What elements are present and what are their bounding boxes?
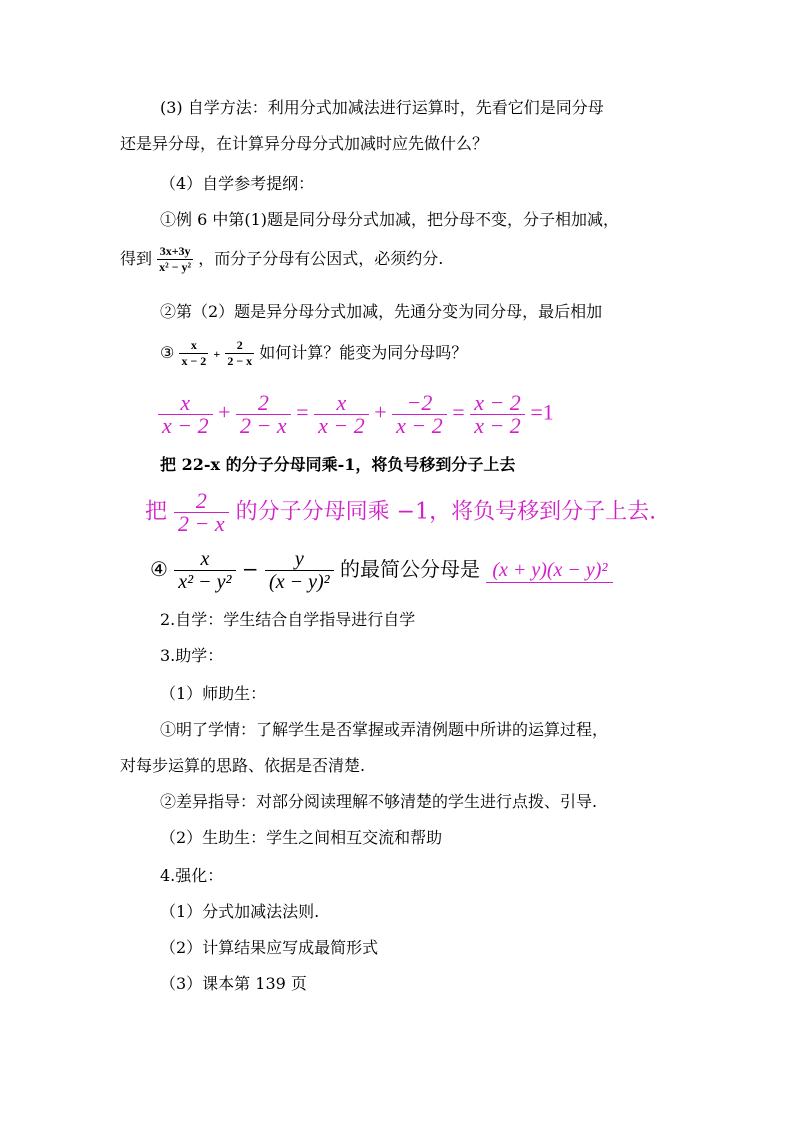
outline-item-4 (150, 548, 613, 593)
para-self-study-method-cont: 还是异分母，在计算异分母分式加减时应先做什么？ (120, 134, 489, 153)
fraction-2-over-2-minus-x (225, 338, 254, 369)
note-multiply-minus-one-formula (145, 490, 656, 535)
eq-plus: + (374, 399, 387, 425)
fraction-2-over-2-minus-x (174, 490, 229, 535)
reinforce-item-3: （3）课本第 139 页 (160, 974, 307, 993)
eq-equals: = (452, 399, 465, 425)
reinforce-item-1: （1）分式加减法法则. (160, 902, 320, 921)
text-lcd: 的最简公分母是 (339, 557, 480, 581)
eq-f3-den: x − 2 (314, 414, 369, 437)
plus-sign: + (213, 347, 221, 361)
text-move-sign: 的分子分母同乘 −1，将负号移到分子上去. (235, 499, 657, 525)
eq-plus: + (218, 399, 231, 425)
circle-3: ③ (160, 343, 175, 362)
minus-sign: − (241, 557, 259, 581)
eq-f2-num: 2 (257, 390, 269, 415)
text-how-compute: 如何计算？能变为同分母吗？ (259, 343, 468, 362)
outline-item-1: ①例 6 中第(1)题是同分母分式加减，把分母不变，分子相加减， (160, 210, 620, 229)
assist-item-1-cont: 对每步运算的思路、依据是否清楚. (120, 756, 366, 775)
section-assist: 3.助学： (160, 646, 224, 665)
assist-item-1: ①明了学情：了解学生是否掌握或弄清例题中所讲的运算过程， (160, 720, 609, 739)
lcd-answer: (x + y)(x − y)² (486, 558, 613, 583)
eq-f4-num: −2 (406, 390, 433, 415)
outline-item-1-cont (120, 244, 443, 275)
eq-f5-den: x − 2 (470, 414, 525, 437)
fraction-numerator: 2 (195, 488, 207, 513)
text-common-factor: ，而分子分母有公因式，必须约分. (198, 249, 444, 268)
eq-f2-den: 2 − x (236, 414, 291, 437)
section-reinforce: 4.强化： (160, 866, 224, 885)
outline-item-3 (160, 338, 467, 369)
fraction-numerator: 2 (236, 338, 243, 352)
fraction-3x3y (157, 244, 193, 275)
assist-item-2: ②差异指导：对部分阅读理解不够清楚的学生进行点拨、引导. (160, 792, 598, 811)
fraction-denominator: x² − y² (174, 570, 235, 593)
fraction-numerator: y (294, 548, 304, 570)
eq-f5-num: x − 2 (474, 390, 521, 415)
fraction-denominator: 2 − x (227, 354, 253, 368)
section-self-study: 2.自学：学生结合自学指导进行自学 (160, 610, 416, 629)
note-multiply-minus-one: 把 22-x 的分子分母同乘-1，将负号移到分子上去 (160, 455, 516, 474)
fraction-numerator: x (190, 338, 197, 352)
text-got: 得到 (120, 249, 153, 268)
fraction-denominator: x − 2 (181, 354, 207, 368)
outline-heading: （4）自学参考提纲： (160, 174, 315, 193)
fraction-x-over-x-minus-2 (179, 338, 208, 369)
outline-item-2: ②第（2）题是异分母分式加减，先通分变为同分母，最后相加 (160, 302, 603, 321)
fraction-y-over-x-minus-y-squared (265, 548, 334, 593)
eq-result: =1 (530, 399, 554, 425)
fraction-numerator: x (200, 548, 210, 570)
fraction-numerator: 3x+3y (159, 244, 191, 258)
eq-f1-num: x (180, 390, 191, 415)
eq-f1-den: x − 2 (158, 414, 213, 437)
assist-teacher: （1）师助生： (160, 684, 267, 703)
para-self-study-method: (3) 自学方法：利用分式加减法进行运算时，先看它们是同分母 (160, 98, 604, 117)
eq-f3-num: x (336, 390, 347, 415)
equation-same-denominator (158, 392, 554, 437)
reinforce-item-2: （2）计算结果应写成最简形式 (160, 938, 379, 957)
fraction-denominator: (x − y)² (265, 570, 334, 593)
eq-equals: = (296, 399, 309, 425)
fraction-x-over-x2-minus-y2 (174, 548, 235, 593)
fraction-denominator: 2 − x (174, 512, 229, 535)
assist-students: （2）生助生：学生之间相互交流和帮助 (160, 828, 443, 847)
eq-f4-den: x − 2 (392, 414, 447, 437)
circle-4: ④ (150, 557, 168, 581)
fraction-denominator: x² − y² (159, 260, 192, 274)
text-ba: 把 (145, 499, 168, 525)
